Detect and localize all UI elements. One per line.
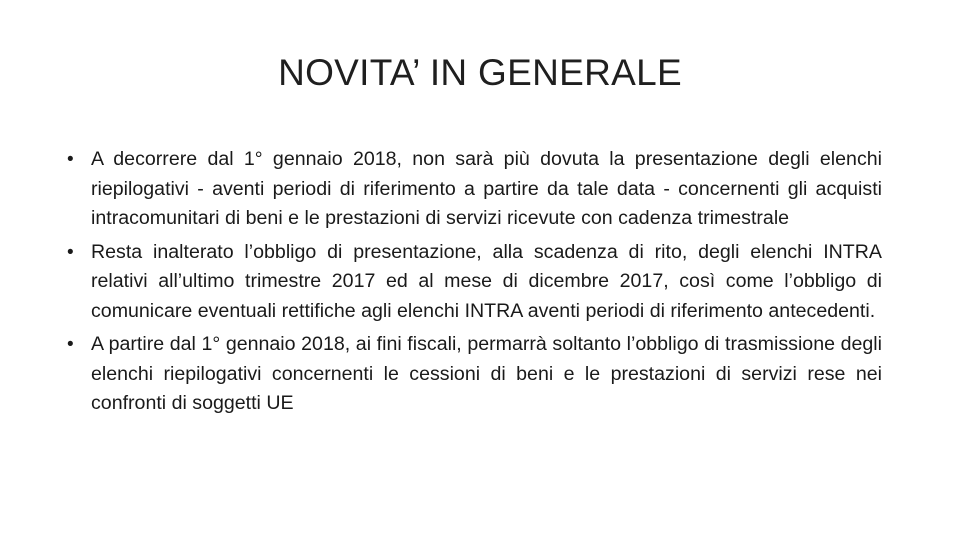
bullet-item bbox=[66, 145, 882, 234]
bullet-text: A decorrere dal 1° gennaio 2018, non sarà più dovuta la presentazione degli elenchi riepilogativi - aventi periodi di riferimento a partire da tale data - concernenti gli acquisti intracomunitari di beni e le prestazioni di servizi ricevute con cadenza trimestrale bbox=[91, 148, 882, 229]
bullet-marker: • bbox=[67, 334, 74, 355]
bullet-text: A partire dal 1° gennaio 2018, ai fini fiscali, permarrà soltanto l’obbligo di trasmissione degli elenchi riepilogativi concernenti le cessioni di beni e le prestazioni di servizi rese nei confronti di soggetti UE bbox=[91, 333, 882, 414]
bullet-marker: • bbox=[67, 241, 74, 263]
bullet-list bbox=[66, 145, 882, 423]
bullet-item bbox=[66, 330, 882, 419]
bullet-text: Resta inalterato l’obbligo di presentazione, alla scadenza di rito, degli elenchi INTRA relativi all’ultimo trimestre 2017 ed al mese di dicembre 2017, così come l’obbligo di comunicare eventuali rettifiche agli elenchi INTRA aventi periodi di riferimento antecedenti. bbox=[91, 240, 882, 322]
bullet-item bbox=[66, 238, 882, 327]
bullet-marker: • bbox=[67, 149, 74, 170]
slide-title: NOVITA’ IN GENERALE bbox=[278, 52, 682, 93]
